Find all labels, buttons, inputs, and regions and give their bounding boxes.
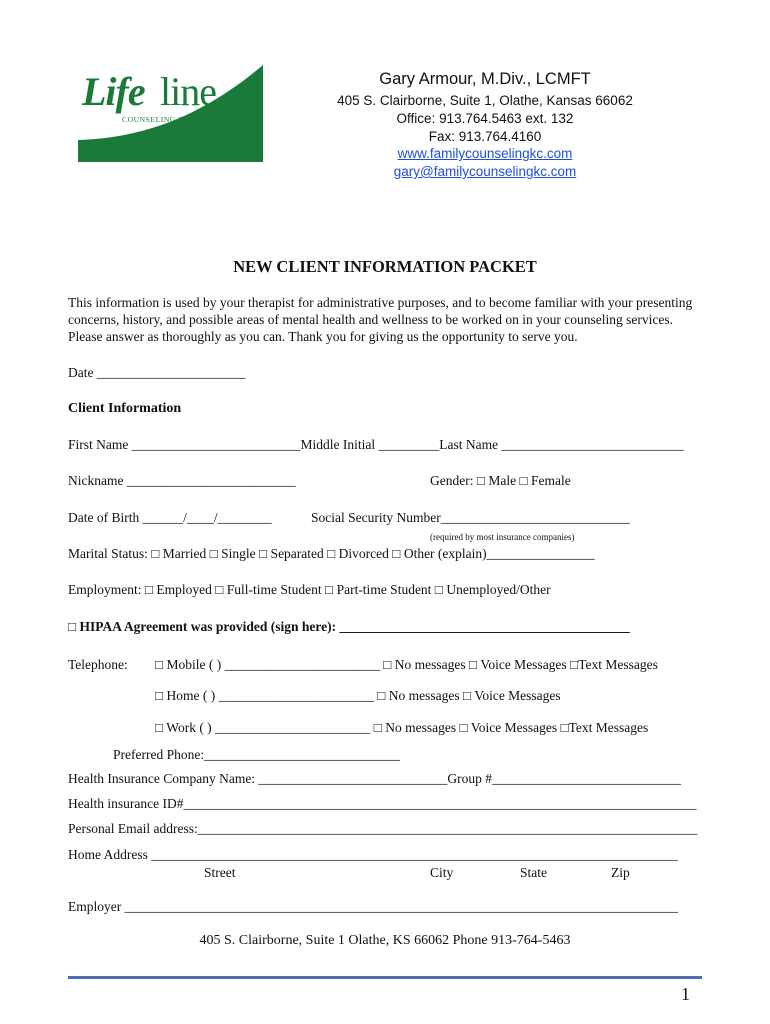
address-street-label: Street <box>204 865 236 880</box>
ssn-field[interactable]: Social Security Number____________________________ <box>311 510 630 525</box>
address-city-label: City <box>430 865 454 880</box>
preferred-phone-field[interactable]: Preferred Phone:_____________________________ <box>113 747 400 762</box>
client-info-heading: Client Information <box>68 401 182 416</box>
telephone-label: Telephone: <box>68 657 128 672</box>
website-link[interactable]: www.familycounselingkc.com <box>397 146 573 161</box>
home-phone-field[interactable]: □ Home ( ) _______________________ □ No messages □ Voice Messages <box>155 688 561 703</box>
office-address: 405 S. Clairborne, Suite 1, Olathe, Kansas 66062 <box>337 93 633 108</box>
address-state-label: State <box>520 865 547 880</box>
fax-number: Fax: 913.764.4160 <box>428 129 542 144</box>
lifeline-logo <box>78 60 263 165</box>
address-zip-label: Zip <box>611 865 630 880</box>
footer-address: 405 S. Clairborne, Suite 1 Olathe, KS 66062 Phone 913-764-5463 <box>199 933 571 948</box>
gender-checkboxes[interactable]: Gender: □ Male □ Female <box>430 473 571 488</box>
home-address-field[interactable]: Home Address ______________________________________________________________________________ <box>68 847 678 862</box>
logo-text-life: Life <box>82 69 145 114</box>
personal-email-field[interactable]: Personal Email address:__________________________________________________________________________ <box>68 821 698 836</box>
logo-subtitle: COUNSELING CENTER <box>122 115 212 124</box>
employer-field[interactable]: Employer __________________________________________________________________________________ <box>68 899 679 914</box>
intro-paragraph: This information is used by your therapist for administrative purposes, and to become familiar with your presenting concerns, history, and possible areas of mental health and wellness to be worked on in your counseling services. Please answer as thoroughly as you can. Thank you for giving us the opportunity to serve you. <box>68 295 693 344</box>
employment-checkboxes[interactable]: Employment: □ Employed □ Full-time Student □ Part-time Student □ Unemployed/Other <box>68 582 551 597</box>
ssn-note: (required by most insurance companies) <box>430 532 575 542</box>
dob-field[interactable]: Date of Birth ______/____/________ <box>68 510 272 525</box>
work-phone-field[interactable]: □ Work ( ) _______________________ □ No messages □ Voice Messages □Text Messages <box>155 720 649 735</box>
mobile-phone-field[interactable]: □ Mobile ( ) _______________________ □ No messages □ Voice Messages □Text Messages <box>155 657 658 672</box>
office-phone: Office: 913.764.5463 ext. 132 <box>396 111 574 126</box>
marital-status-checkboxes[interactable]: Marital Status: □ Married □ Single □ Separated □ Divorced □ Other (explain)________________ <box>68 546 595 561</box>
logo-text-line: line <box>160 69 216 114</box>
email-link[interactable]: gary@familycounselingkc.com <box>393 164 577 179</box>
name-fields[interactable]: First Name _________________________Middle Initial _________Last Name ___________________________ <box>68 437 684 452</box>
packet-title: NEW CLIENT INFORMATION PACKET <box>233 257 537 276</box>
nickname-field[interactable]: Nickname _________________________ <box>68 473 296 488</box>
insurance-company-field[interactable]: Health Insurance Company Name: ____________________________Group #____________________________ <box>68 771 682 786</box>
therapist-name: Gary Armour, M.Div., LCMFT <box>379 70 591 88</box>
insurance-id-field[interactable]: Health insurance ID#____________________________________________________________________________ <box>68 796 697 811</box>
footer-rule <box>68 976 702 979</box>
page-number: 1 <box>681 984 690 1004</box>
hipaa-signature-field[interactable]: □ HIPAA Agreement was provided (sign here): ___________________________________________ <box>68 619 630 634</box>
date-field[interactable]: Date ______________________ <box>68 365 246 380</box>
